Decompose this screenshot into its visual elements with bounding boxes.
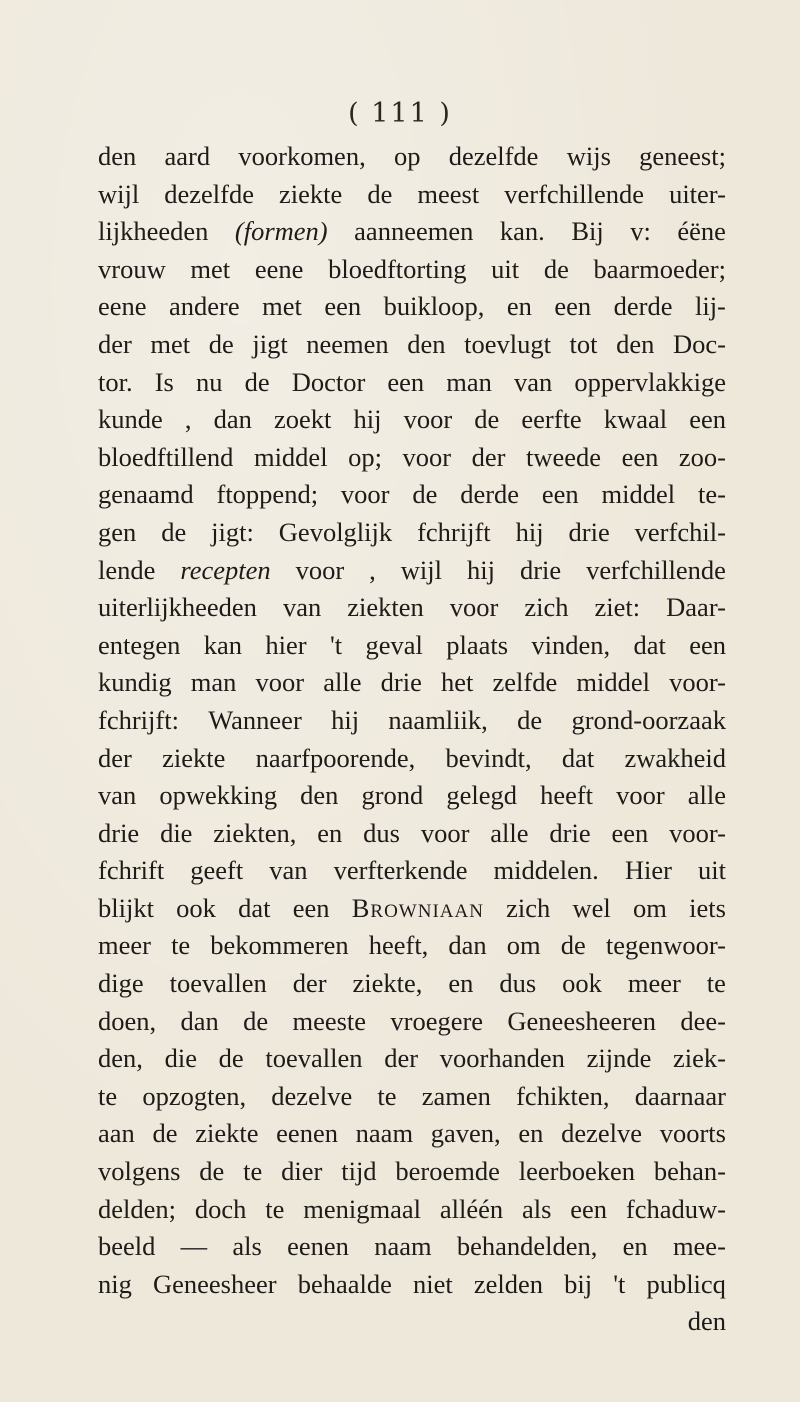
word: naamliik,	[388, 704, 488, 735]
word: drie	[98, 817, 140, 848]
text-line	[98, 589, 726, 627]
word: ziekte,	[352, 968, 423, 999]
word: ook	[562, 968, 602, 999]
text-line	[98, 815, 726, 853]
word: toevallen	[265, 1043, 363, 1074]
text-line	[98, 1153, 726, 1191]
word: een	[621, 441, 659, 472]
word: aard	[164, 141, 211, 171]
word: zich	[506, 892, 551, 923]
word: voor-	[669, 817, 726, 848]
word: alle	[323, 667, 362, 698]
text-line	[98, 702, 726, 740]
word: middel	[601, 479, 676, 510]
word: en	[622, 1231, 648, 1262]
word: 't	[613, 1268, 626, 1299]
word: uit	[697, 855, 726, 886]
word: gaven,	[430, 1118, 501, 1149]
text-line	[98, 288, 726, 326]
word: om	[506, 930, 541, 961]
word: en	[506, 291, 532, 322]
text-line	[98, 476, 726, 514]
word: meer	[627, 968, 681, 999]
word: volgens	[98, 1156, 181, 1187]
word: der	[98, 328, 132, 359]
word: wijs	[566, 141, 611, 171]
word: Bij	[571, 216, 604, 247]
word: dat	[561, 742, 595, 773]
word: hij	[331, 704, 360, 735]
word: doch	[194, 1193, 247, 1224]
word: Geneesheeren	[507, 1005, 657, 1036]
word: dat	[238, 892, 271, 923]
word: Doctor	[291, 366, 366, 397]
word: man	[446, 366, 492, 397]
word: zijnde	[586, 1043, 652, 1074]
text-line	[98, 401, 726, 439]
word: buikloop,	[383, 291, 485, 322]
word: wel	[572, 892, 611, 923]
word: kan	[203, 629, 243, 660]
word: gen	[98, 516, 137, 547]
word: jigt	[252, 328, 288, 359]
text-line	[98, 213, 726, 251]
text-line	[98, 1266, 726, 1304]
word: 't	[329, 629, 343, 660]
word: derde	[613, 291, 673, 322]
word: eenen	[276, 1118, 338, 1149]
word: fchikten,	[516, 1080, 610, 1111]
word: als	[232, 1231, 262, 1262]
word: mee-	[672, 1231, 726, 1262]
word: genaamd	[98, 479, 194, 510]
word: de	[152, 1118, 178, 1149]
word: de	[517, 704, 543, 735]
word: meeste	[292, 1005, 367, 1036]
word: ziet:	[594, 592, 641, 623]
word: een	[611, 817, 649, 848]
text-line	[98, 890, 726, 928]
word: dezelve	[271, 1080, 353, 1111]
word: fchrift	[98, 855, 165, 886]
word: beroemde	[395, 1156, 500, 1187]
word: de	[218, 1043, 244, 1074]
word: voorts	[659, 1118, 726, 1149]
word: en	[518, 1118, 544, 1149]
word: grond-oorzaak	[571, 704, 726, 735]
word: lijkheeden	[98, 216, 209, 247]
text-line	[98, 326, 726, 364]
word: jigt:	[211, 516, 254, 547]
word: bij	[564, 1268, 593, 1299]
word: voorhanden	[439, 1043, 565, 1074]
word: eene	[98, 291, 147, 322]
text-line	[98, 965, 726, 1003]
word: dezelfde	[164, 178, 255, 209]
word: een	[292, 892, 330, 923]
word: den	[300, 780, 339, 811]
word: middel	[576, 667, 650, 698]
text-line	[98, 514, 726, 552]
word: niet	[412, 1268, 453, 1299]
word: toevallen	[169, 968, 267, 999]
word: alléén	[439, 1193, 504, 1224]
word: drie	[549, 817, 591, 848]
word: dus	[363, 817, 400, 848]
word: dan	[213, 404, 252, 435]
word: den	[616, 328, 655, 359]
word: dige	[98, 968, 144, 999]
word: delden;	[98, 1193, 176, 1224]
word: zwakheid	[624, 742, 726, 773]
word: voor	[402, 441, 452, 472]
word: der	[98, 742, 132, 773]
word: lende	[98, 554, 156, 585]
word: bekommeren	[210, 930, 349, 961]
word: heeft,	[368, 930, 429, 961]
word: dier	[281, 1156, 323, 1187]
word: drie	[380, 667, 422, 698]
word: de	[474, 404, 500, 435]
word: de	[367, 178, 393, 209]
word: entegen	[98, 629, 181, 660]
word: uit	[491, 253, 520, 284]
text-line	[98, 1191, 726, 1229]
word: middelen.	[493, 855, 599, 886]
word: meer	[98, 930, 151, 961]
word: met	[190, 253, 231, 284]
word: de	[412, 479, 438, 510]
word: en	[448, 968, 474, 999]
word: uiterlijkheeden	[98, 592, 257, 623]
word: verfchil-	[634, 516, 726, 547]
word: te	[265, 1193, 285, 1224]
word: de	[543, 253, 569, 284]
word: neemen	[306, 328, 389, 359]
word: iets	[689, 892, 726, 923]
text-line	[98, 627, 726, 665]
word: geeft	[190, 855, 244, 886]
word: kwaal	[603, 404, 668, 435]
word: Daar-	[666, 592, 726, 623]
word: den	[687, 1306, 726, 1337]
word: voor	[403, 404, 453, 435]
word: kundig	[98, 667, 172, 698]
word: fchaduw-	[625, 1193, 726, 1224]
word: van	[269, 855, 308, 886]
word: ftoppend;	[216, 479, 319, 510]
word: verfchillende	[586, 554, 726, 585]
word: ook	[176, 892, 216, 923]
word: met	[150, 328, 191, 359]
word: ziekte	[162, 742, 226, 773]
text-line	[98, 552, 726, 590]
word: dezelve	[561, 1118, 643, 1149]
word: der	[384, 1043, 419, 1074]
word: met	[262, 291, 302, 322]
word: wijl	[400, 554, 443, 585]
text-line	[98, 439, 726, 477]
text-line	[98, 1303, 726, 1341]
word: een	[554, 291, 592, 322]
word: naam	[374, 1231, 432, 1262]
word: voor-	[669, 667, 726, 698]
word: Hier	[624, 855, 672, 886]
word: zich	[524, 592, 569, 623]
word: een	[387, 366, 425, 397]
word: den,	[98, 1043, 143, 1074]
body-text	[98, 138, 726, 1341]
word: kunde	[98, 404, 163, 435]
word: zamen	[421, 1080, 491, 1111]
word: éëne	[677, 216, 726, 247]
word: eene	[254, 253, 304, 284]
word: dat	[633, 629, 666, 660]
word: ziekte	[279, 178, 343, 209]
page-number: ( 111 )	[348, 98, 452, 129]
word: opwekking	[159, 780, 278, 811]
word: de	[560, 930, 586, 961]
word: het	[440, 667, 474, 698]
word: middel	[253, 441, 328, 472]
word: op	[393, 141, 421, 171]
word: toevlugt	[464, 328, 551, 359]
word: bloedftorting	[328, 253, 467, 284]
word: als	[521, 1193, 552, 1224]
word: blijkt	[98, 892, 154, 923]
word: tot	[569, 328, 598, 359]
word: ziek-	[673, 1043, 726, 1074]
word: zelden	[473, 1268, 543, 1299]
word: voor	[449, 592, 499, 623]
word: hier	[265, 629, 307, 660]
text-line	[98, 1115, 726, 1153]
word: publicq	[646, 1268, 726, 1299]
word: ,	[184, 404, 192, 435]
word: op;	[348, 441, 382, 472]
word: te	[171, 930, 191, 961]
word: man	[190, 667, 237, 698]
word: dus	[499, 968, 537, 999]
word: aanneemen	[354, 216, 474, 247]
word: plaats	[446, 629, 509, 660]
word: zelfde	[492, 667, 558, 698]
word: van	[98, 780, 137, 811]
word: voor	[340, 479, 390, 510]
word: derde	[460, 479, 520, 510]
word: recepten	[180, 554, 271, 585]
word: alle	[687, 780, 726, 811]
word: menigmaal	[303, 1193, 421, 1224]
word: behandelden,	[456, 1231, 598, 1262]
text-line	[98, 1228, 726, 1266]
text-line	[98, 852, 726, 890]
word: andere	[169, 291, 240, 322]
word: dan	[180, 1005, 219, 1036]
word: ,	[369, 554, 376, 585]
word: gelegd	[446, 780, 518, 811]
text-line	[98, 740, 726, 778]
word: ziekte	[195, 1118, 259, 1149]
word: vrouw	[98, 253, 166, 284]
word: hij	[467, 554, 495, 585]
word: voorkomen,	[238, 141, 366, 171]
word: heeft	[540, 780, 594, 811]
word: eenen	[287, 1231, 349, 1262]
word: beeld	[98, 1231, 156, 1262]
word: de	[244, 366, 270, 397]
word: verfterkende	[333, 855, 468, 886]
word: oppervlakkige	[574, 366, 726, 397]
word: ziekten,	[213, 817, 297, 848]
word: fchrijft	[417, 516, 491, 547]
word: verfchillende	[504, 178, 645, 209]
word: tegenwoor-	[605, 930, 726, 961]
word: geval	[365, 629, 423, 660]
text-line	[98, 364, 726, 402]
word: behaalde	[297, 1268, 392, 1299]
word: Is	[154, 366, 174, 397]
word: de	[243, 1005, 269, 1036]
word: te	[98, 1080, 118, 1111]
word: geneest;	[639, 141, 726, 171]
word: die	[160, 817, 193, 848]
text-line	[98, 664, 726, 702]
word: nig	[98, 1268, 132, 1299]
word: Doc-	[672, 328, 726, 359]
word: nu	[195, 366, 223, 397]
word: om	[633, 892, 667, 923]
word: te	[243, 1156, 263, 1187]
word: bloedftillend	[98, 441, 234, 472]
word: bevindt,	[445, 742, 532, 773]
word: meest	[417, 178, 480, 209]
text-line	[98, 176, 726, 214]
word: den	[407, 328, 446, 359]
word: v:	[630, 216, 651, 247]
word: te	[377, 1080, 397, 1111]
word: en	[317, 817, 343, 848]
text-line	[98, 138, 726, 176]
word: voor	[616, 780, 665, 811]
word: ziekten	[347, 592, 424, 623]
word: (formen)	[234, 216, 328, 247]
word: behan-	[653, 1156, 726, 1187]
word: den	[98, 141, 137, 171]
word: Browniaan	[351, 892, 484, 923]
word: een	[541, 479, 579, 510]
word: tor.	[98, 366, 133, 397]
text-line	[98, 251, 726, 289]
word: tweede	[525, 441, 602, 472]
text-line	[98, 1078, 726, 1116]
word: doen,	[98, 1005, 157, 1036]
word: te	[706, 968, 726, 999]
word: van	[282, 592, 322, 623]
word: der	[471, 441, 506, 472]
word: kan.	[499, 216, 545, 247]
word: de	[199, 1156, 225, 1187]
word: dee-	[680, 1005, 726, 1036]
word: voor	[420, 817, 470, 848]
word: lij-	[694, 291, 726, 322]
word: daarnaar	[634, 1080, 726, 1111]
word: leerboeken	[518, 1156, 636, 1187]
word: Wanneer	[208, 704, 302, 735]
word: dezelfde	[448, 141, 539, 171]
word: tijd	[341, 1156, 377, 1187]
word: uiter-	[669, 178, 726, 209]
word: vinden,	[531, 629, 611, 660]
word: grond	[361, 780, 424, 811]
word: opzogten,	[142, 1080, 247, 1111]
word: drie	[519, 554, 562, 585]
word: aan	[98, 1118, 135, 1149]
text-line	[98, 927, 726, 965]
word: zoekt	[273, 404, 332, 435]
word: de	[208, 328, 234, 359]
text-line	[98, 1003, 726, 1041]
word: voor	[295, 554, 345, 585]
word: zoo-	[678, 441, 726, 472]
word: fchrijft:	[98, 704, 179, 735]
word: Geneesheer	[152, 1268, 277, 1299]
word: wijl	[98, 178, 140, 209]
word: te-	[697, 479, 726, 510]
text-line	[98, 1040, 726, 1078]
word: drie	[568, 516, 610, 547]
word: alle	[490, 817, 529, 848]
word: een	[570, 1193, 608, 1224]
word: een	[324, 291, 362, 322]
word: naam	[355, 1118, 414, 1149]
word: —	[180, 1231, 208, 1262]
word: die	[164, 1043, 197, 1074]
word: vroegere	[390, 1005, 484, 1036]
word: hij	[515, 516, 544, 547]
word: der	[292, 968, 327, 999]
word: hij	[353, 404, 382, 435]
word: Gevolglijk	[278, 516, 393, 547]
text-line	[98, 777, 726, 815]
word: naarfpoorende,	[255, 742, 416, 773]
word: dan	[448, 930, 487, 961]
word: de	[161, 516, 187, 547]
word: een	[689, 629, 726, 660]
word: voor	[255, 667, 305, 698]
word: een	[689, 404, 726, 435]
word: eerfte	[521, 404, 582, 435]
word: van	[514, 366, 553, 397]
word: baarmoeder;	[593, 253, 726, 284]
